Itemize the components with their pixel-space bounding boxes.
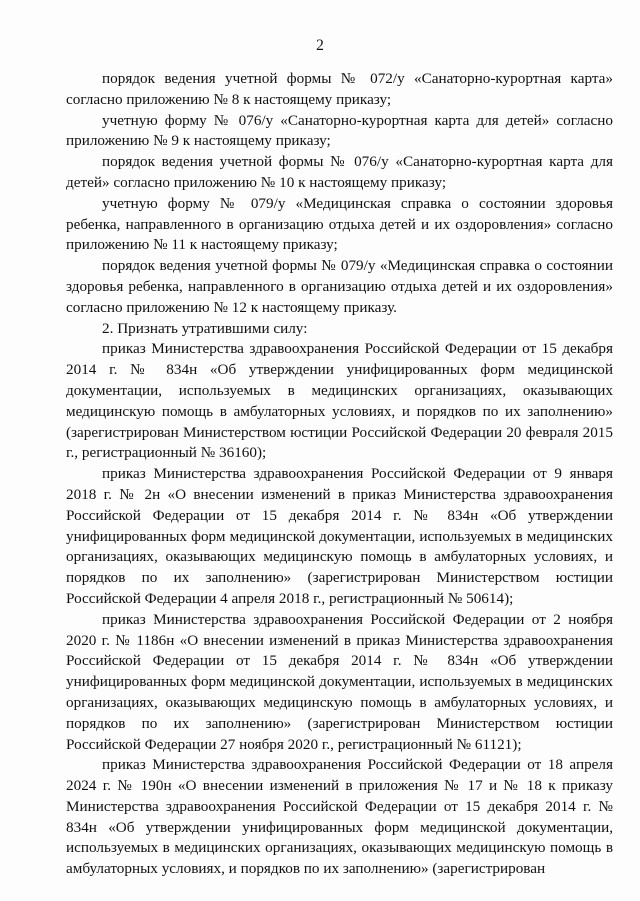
paragraph-form-079-procedure: порядок ведения учетной формы № 079/у «Медицинская справка о состоянии здоровья ребенка, направленного в организацию отдыха детей и их оздоровления» согласно приложению № 12 к настоящему приказу.	[66, 257, 613, 316]
paragraph-form-079-form: учетную форму № 079/у «Медицинская справка о состоянии здоровья ребенка, направленного в организацию отдыха детей и их оздоровления» согласно приложению № 11 к настоящему приказу;	[66, 194, 613, 254]
paragraph-order-1186n: приказ Министерства здравоохранения Российской Федерации от 2 ноября 2020 г. № 1186н «О внесении изменений в приказ Министерства здравоохранения Российской Федерации от 15 декабря 2014 г. № 834н «Об утверждении унифицированных форм медицинской документации, используемых в медицинских организациях, оказывающих медицинскую помощь в амбулаторных условиях, и порядков по их заполнению» (зарегистрирован Министерством юстиции Российской Федерации 27 ноября 2020 г., регистрационный № 61121);	[66, 610, 613, 753]
document-body	[66, 69, 613, 880]
paragraph-form-076-procedure: порядок ведения учетной формы № 076/у «Санаторно-курортная карта для детей» согласно приложению № 10 к настоящему приказу;	[66, 153, 613, 191]
paragraph-form-072-procedure: порядок ведения учетной формы № 072/у «Санаторно-курортная карта» согласно приложению № 8 к настоящему приказу;	[66, 70, 613, 108]
page-number: 2	[316, 37, 324, 54]
paragraph-section-2-heading: 2. Признать утратившими силу:	[102, 319, 308, 337]
paragraph-order-2n: приказ Министерства здравоохранения Российской Федерации от 9 января 2018 г. № 2н «О внесении изменений в приказ Министерства здравоохранения Российской Федерации от 15 декабря 2014 г. № 834н «Об утверждении унифицированных форм медицинской документации, используемых в медицинских организациях, оказывающих медицинскую помощь в амбулаторных условиях, и порядков по их заполнению» (зарегистрирован Министерством юстиции Российской Федерации 4 апреля 2018 г., регистрационный № 50614);	[66, 465, 613, 607]
paragraph-form-076-form: учетную форму № 076/у «Санаторно-курортная карта для детей» согласно приложению № 9 к настоящему приказу;	[66, 111, 613, 150]
paragraph-order-834n: приказ Министерства здравоохранения Российской Федерации от 15 декабря 2014 г. № 834н «Об утверждении унифицированных форм медицинской документации, используемых в медицинских организациях, оказывающих медицинскую помощь в амбулаторных условиях, и порядков по их заполнению» (зарегистрирован Министерством юстиции Российской Федерации 20 февраля 2015 г., регистрационный № 36160);	[66, 340, 613, 462]
paragraph-order-190n: приказ Министерства здравоохранения Российской Федерации от 18 апреля 2024 г. № 190н «О внесении изменений в приложения № 17 и № 18 к приказу Министерства здравоохранения Российской Федерации от 15 декабря 2014 г. № 834н «Об утверждении унифицированных форм медицинской документации, используемых в медицинских организациях, оказывающих медицинскую помощь в амбулаторных условиях, и порядков по их заполнению» (зарегистрирован	[66, 756, 613, 878]
